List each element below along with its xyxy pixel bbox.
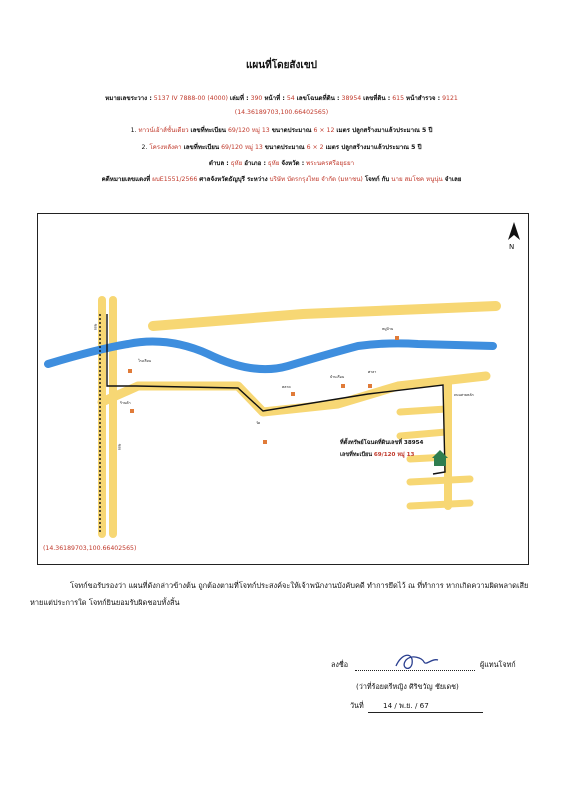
north-arrow-icon <box>508 222 520 240</box>
land-no-label: เลขที่ดิน : <box>363 95 391 102</box>
page-label: หน้าที่ : <box>264 95 285 102</box>
book-label: เล่มที่ : <box>229 95 249 102</box>
deed-label: เลขโฉนดที่ดิน : <box>296 95 340 102</box>
place-label: ศาลา <box>368 370 377 374</box>
place-label: ตลาด <box>282 385 291 389</box>
road-label: ซอย <box>117 443 122 451</box>
date-label: วันที่ <box>350 701 364 710</box>
reg-value: 69/120 หมู่ 13 <box>221 144 263 151</box>
tambon-label: ตำบล : <box>208 160 229 167</box>
amphoe-label: อำเภอ : <box>244 160 266 167</box>
place-label: โรงเรียน <box>138 359 151 363</box>
road-branch-5 <box>410 503 470 506</box>
place-icon <box>130 409 134 413</box>
case-value: ผบE1551/2566 <box>152 176 198 183</box>
defendant-label: จำเลย <box>444 176 462 183</box>
road-branch-4 <box>410 479 470 482</box>
plaintiff-label: โจทก์ <box>364 176 380 183</box>
plaintiff-value: บริษัท บัตรกรุงไทย จำกัด (มหาชน) <box>269 176 363 183</box>
place-label: วัด <box>256 421 261 425</box>
property-registry-label: เลขที่ทะเบียน <box>340 452 373 458</box>
amphoe-value: ธุหัย <box>267 160 280 167</box>
building-tail: เมตร ปลูกสร้างมาแล้วประมาณ 5 ปี <box>325 144 422 151</box>
court-label: ศาลจังหวัดธัญบุรี <box>199 176 245 183</box>
location-map <box>37 213 529 565</box>
signer-name: (ว่าที่ร้อยตรีหญิง ศิริขวัญ ชัยเดช) <box>356 682 459 691</box>
date-value: 14 / พ.ย. / 67 <box>383 701 429 710</box>
building-type: โครงหลังคา <box>149 144 182 151</box>
property-registry-value: 69/120 หมู่ 13 <box>373 452 415 458</box>
date-line <box>368 712 483 713</box>
province-label: จังหวัด : <box>281 160 305 167</box>
road-label: ถนนสายหลัก <box>454 393 474 397</box>
document-title: แผนที่โดยสังเขป <box>245 60 318 71</box>
ref-value: 5137 IV 7888-00 (4000) <box>153 95 228 102</box>
defendant-value: นาย สมโชค หนูนุ่น <box>391 176 443 183</box>
signer-role: ผู้แทนโจทก์ <box>480 660 516 669</box>
place-label: ร้านค้า <box>120 401 131 405</box>
reg-value: 69/120 หมู่ 13 <box>228 127 270 134</box>
property-label: ที่ตั้งทรัพย์โฉนดที่ดินเลขที่ 38954 <box>340 440 424 446</box>
book-value: 390 <box>250 95 263 102</box>
case-line <box>0 174 563 184</box>
building-2 <box>0 142 563 152</box>
survey-value: 9121 <box>442 95 458 102</box>
place-icon <box>263 440 267 444</box>
between-label: ระหว่าง <box>246 176 268 183</box>
place-label: บ้านเรือน <box>330 375 345 379</box>
province-value: พระนครศรีอยุธยา <box>306 160 355 167</box>
deed-value: 38954 <box>341 95 362 102</box>
road-branch-2 <box>400 432 446 436</box>
with-label: กับ <box>381 176 390 183</box>
building-1 <box>0 125 563 135</box>
size-value: 6 × 12 <box>313 127 335 134</box>
road-top <box>153 306 496 326</box>
road-branch-1 <box>400 409 446 412</box>
road-layer <box>102 300 496 534</box>
tambon-value: ธุหัย <box>230 160 243 167</box>
signature-icon <box>392 650 442 672</box>
place-icon <box>128 369 132 373</box>
reg-label: เลขที่ทะเบียน <box>190 127 227 134</box>
case-label: คดีหมายเลขแดงที่ <box>101 176 151 183</box>
place-icon <box>395 336 399 340</box>
header-line <box>0 93 563 103</box>
place-icon <box>291 392 295 396</box>
sign-label: ลงชื่อ <box>331 660 349 669</box>
header-coordinates: (14.36189703,100.66402565) <box>234 109 329 116</box>
size-label: ขนาดประมาณ <box>264 144 305 151</box>
location-line <box>0 158 563 168</box>
page-value: 54 <box>286 95 295 102</box>
building-tail: เมตร ปลูกสร้างมาแล้วประมาณ 5 ปี <box>336 127 433 134</box>
size-value: 6 × 2 <box>306 144 324 151</box>
property-registry <box>340 451 414 459</box>
building-number: 1. <box>130 127 137 134</box>
size-label: ขนาดประมาณ <box>271 127 312 134</box>
road-label: ซอย <box>93 323 98 331</box>
reg-label: เลขที่ทะเบียน <box>183 144 220 151</box>
land-no-value: 615 <box>392 95 405 102</box>
road-label: คลอง <box>55 343 65 351</box>
map-coordinates: (14.36189703,100.66402565) <box>43 545 137 552</box>
place-icon <box>368 384 372 388</box>
building-number: 2. <box>141 144 148 151</box>
north-label: N <box>509 243 515 251</box>
place-label: หมู่บ้าน <box>382 327 394 331</box>
building-type: ทาวน์เฮ้าส์ชั้นเดียว <box>138 127 189 134</box>
ref-label: หมายเลขระวาง : <box>105 95 152 102</box>
certification-text: โจทก์ขอรับรองว่า แผนที่ดังกล่าวข้างต้น ถูกต้องตามที่โจทก์ประสงค์จะให้เจ้าพนักงานบังคับคดี ทำการยึดไว้ ณ ที่ทำการ หากเกิดความผิดพลาดเสียหายแต่ประการใด โจทก์ยินยอมรับผิดชอบทั้งสิ้น <box>30 581 529 607</box>
place-icon <box>341 384 345 388</box>
survey-label: หน้าสำรวจ : <box>406 95 441 102</box>
